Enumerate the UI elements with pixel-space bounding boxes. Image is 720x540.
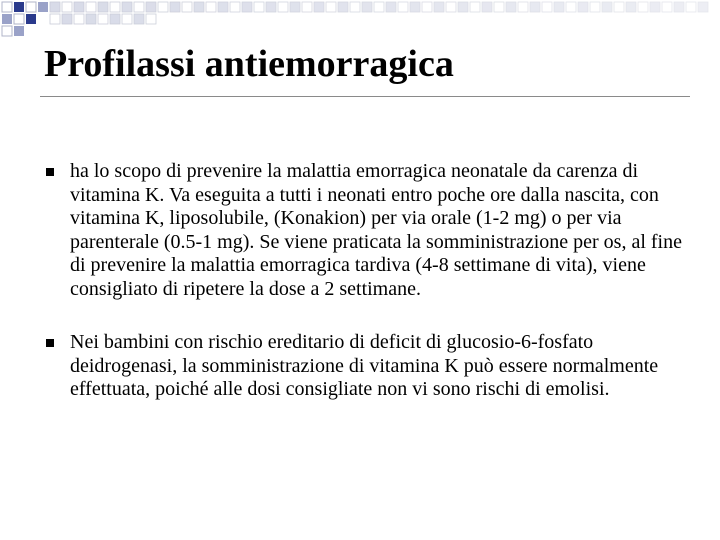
- decorative-square: [278, 2, 288, 12]
- decorative-square: [218, 2, 228, 12]
- decorative-square: [518, 2, 528, 12]
- decorative-square: [326, 2, 336, 12]
- decorative-square: [134, 14, 144, 24]
- decorative-square: [302, 2, 312, 12]
- decorative-square: [266, 2, 276, 12]
- decorative-square: [494, 2, 504, 12]
- slide-title: Profilassi antiemorragica: [44, 43, 454, 85]
- decorative-square: [74, 14, 84, 24]
- decorative-square: [206, 2, 216, 12]
- decorative-square: [98, 2, 108, 12]
- decorative-square: [194, 2, 204, 12]
- decorative-square: [62, 2, 72, 12]
- decorative-square: [458, 2, 468, 12]
- decorative-square: [242, 2, 252, 12]
- decorative-square: [98, 14, 108, 24]
- decorative-square: [374, 2, 384, 12]
- decorative-square: [50, 2, 60, 12]
- decorative-square: [614, 2, 624, 12]
- decorative-square: [446, 2, 456, 12]
- decorative-square: [146, 2, 156, 12]
- decorative-square: [398, 2, 408, 12]
- decorative-square: [590, 2, 600, 12]
- decorative-squares-icon: [0, 0, 720, 40]
- decorative-square: [170, 2, 180, 12]
- decorative-square: [110, 2, 120, 12]
- decorative-square: [410, 2, 420, 12]
- bullet-text: ha lo scopo di prevenire la malattia emorragica neonatale da carenza di vitamina K. Va eseguita a tutti i neonati entro poche ore dalla nascita, con vitamina K, liposolubile, (Konakion) per via orale (1-2 mg) o per via parenterale (0.5-1 mg). Se viene praticata la somministrazione per os, al fine di prevenire la malattia emorragica tardiva (4-8 settimane di vita), viene consigliato di ripetere la dose a 2 settimane.: [70, 160, 682, 300]
- bullet-text: Nei bambini con rischio ereditario di deficit di glucosio-6-fosfato deidrogenasi, la somministrazione di vitamina K può essere normalmente effettuata, poiché alle dosi consigliate non vi sono rischi di emolisi.: [70, 331, 659, 400]
- decorative-square: [578, 2, 588, 12]
- decorative-square: [350, 2, 360, 12]
- decorative-square: [482, 2, 492, 12]
- decorative-square: [230, 2, 240, 12]
- decorative-square: [146, 14, 156, 24]
- decorative-square: [602, 2, 612, 12]
- decorative-square: [122, 14, 132, 24]
- decorative-square: [674, 2, 684, 12]
- decorative-square: [662, 2, 672, 12]
- bullet-item: [44, 331, 684, 402]
- decorative-square: [86, 2, 96, 12]
- square-bullet-icon: [46, 168, 54, 176]
- decorative-square: [290, 2, 300, 12]
- decorative-square: [134, 2, 144, 12]
- title-divider: [40, 96, 690, 97]
- decorative-square: [698, 2, 708, 12]
- decorative-square: [74, 2, 84, 12]
- decorative-square: [338, 2, 348, 12]
- decorative-square: [362, 2, 372, 12]
- decorative-square: [62, 14, 72, 24]
- decorative-square: [158, 2, 168, 12]
- decorative-square: [254, 2, 264, 12]
- bullet-list: [44, 160, 684, 432]
- decorative-square: [86, 14, 96, 24]
- decorative-square: [626, 2, 636, 12]
- decorative-square: [182, 2, 192, 12]
- decorative-square: [110, 14, 120, 24]
- decorative-square: [530, 2, 540, 12]
- decorative-square: [422, 2, 432, 12]
- square-bullet-icon: [46, 339, 54, 347]
- decorative-square: [50, 14, 60, 24]
- decorative-square: [638, 2, 648, 12]
- decorative-square: [686, 2, 696, 12]
- decorative-square: [650, 2, 660, 12]
- decorative-square: [386, 2, 396, 12]
- decorative-square: [122, 2, 132, 12]
- decorative-square: [314, 2, 324, 12]
- decorative-square: [506, 2, 516, 12]
- decorative-square: [554, 2, 564, 12]
- decorative-square: [470, 2, 480, 12]
- decorative-square: [566, 2, 576, 12]
- decorative-square: [434, 2, 444, 12]
- bullet-item: [44, 160, 684, 301]
- decorative-square: [542, 2, 552, 12]
